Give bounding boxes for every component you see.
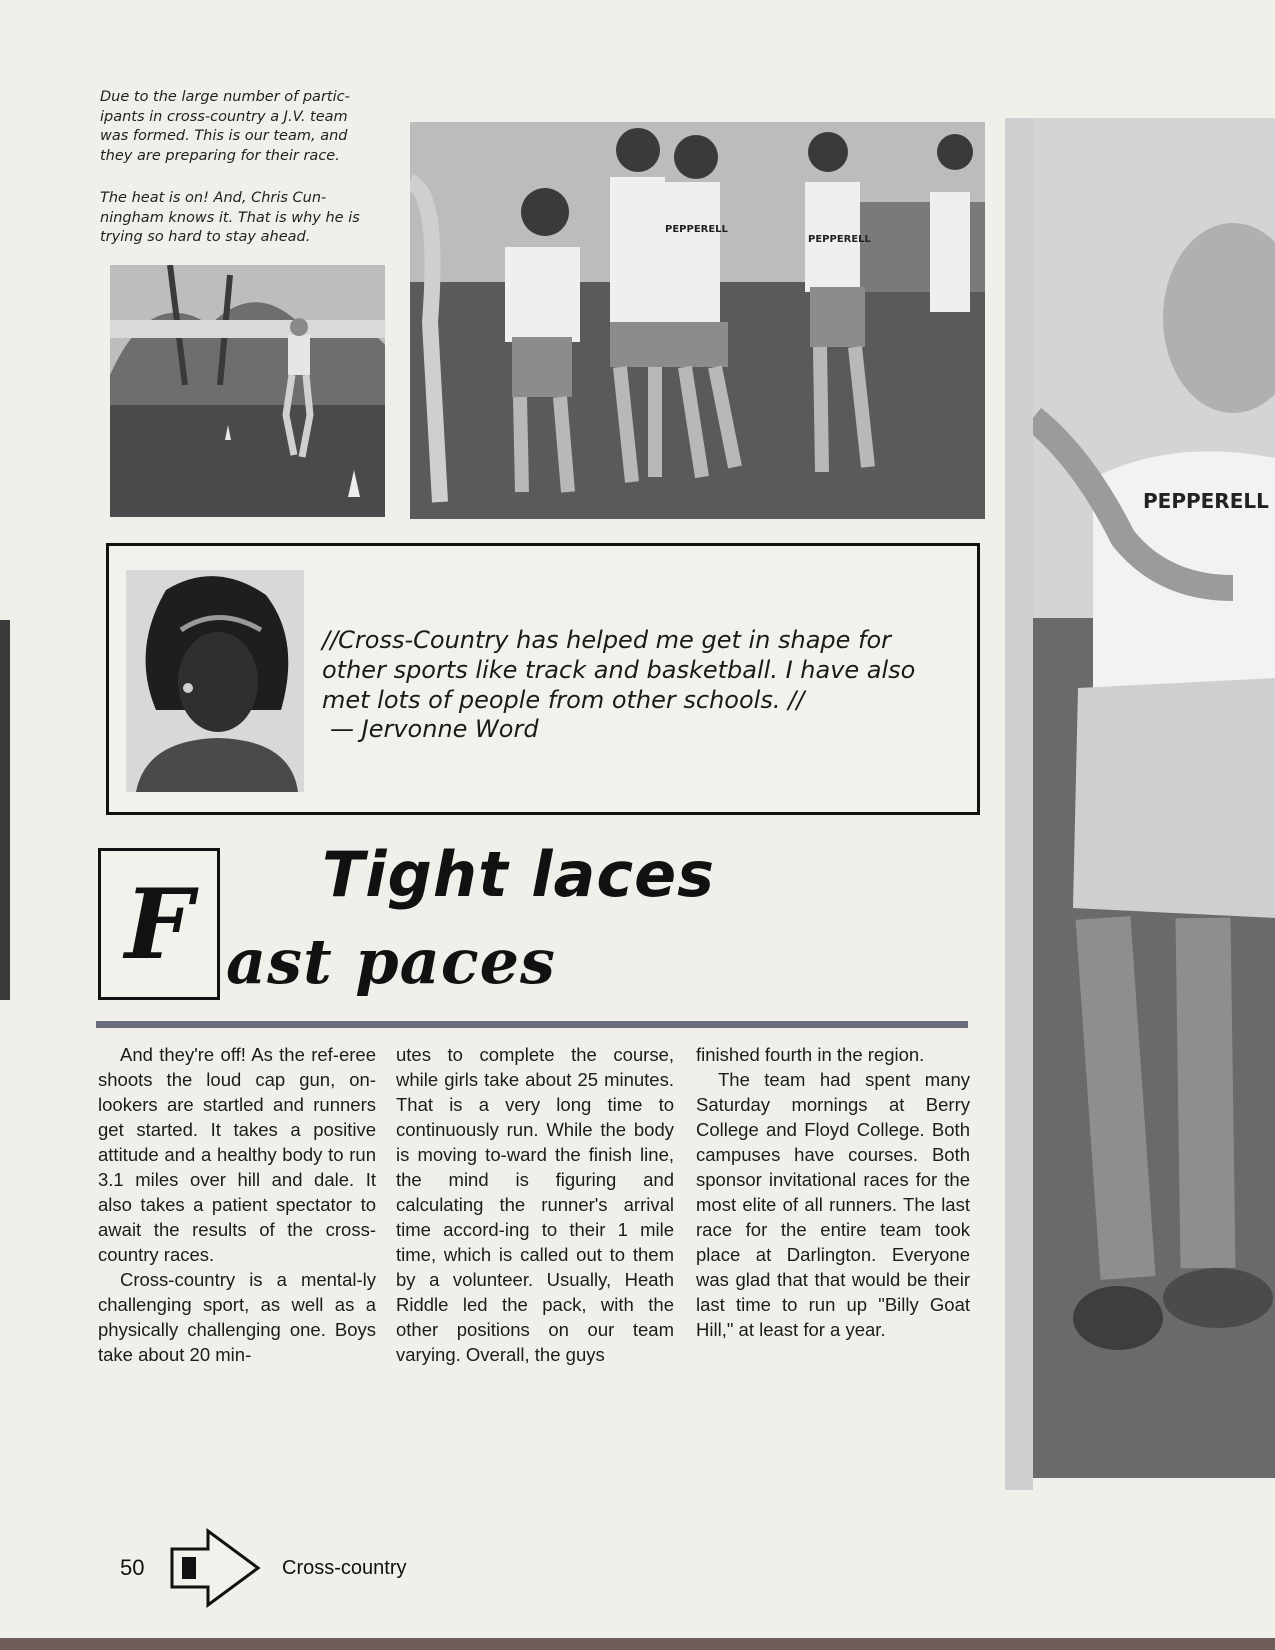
headline-line-1: Tight laces: [322, 838, 716, 911]
dropcap-box: [98, 848, 220, 1000]
dropcap-letter: F: [124, 867, 194, 981]
photo-border-strip: [1005, 118, 1033, 1490]
paragraph: The team had spent many Saturday mornings at Berry College and Floyd College. Both campuses have courses. Both sponsor invitational races for the most elite of all runners. The last race for the entire team took place at Darlington. Everyone was glad that that would be their last time to run up "Billy Goat Hill," at least for a year.: [696, 1069, 970, 1340]
page-number: 50: [120, 1555, 145, 1580]
runner-closeup-photo: [1033, 118, 1275, 1478]
caption-jv-team: Due to the large number of partic-ipants in cross-country a J.V. team was formed. This is our team, and they are preparing for their race.: [100, 89, 350, 164]
shirt-text-3: PEPPERELL: [1143, 489, 1269, 513]
headline-rule: [96, 1021, 968, 1028]
page-edge: [0, 620, 10, 1000]
caption-heat: The heat is on! And, Chris Cun-ningham knows it. That is why he is trying so hard to stay ahead.: [100, 190, 360, 245]
page-bottom-edge: [0, 1638, 1275, 1650]
section-label: Cross-country: [282, 1557, 407, 1579]
paragraph: utes to complete the course, while girls take about 25 minutes. That is a very long time to continuously run. While the body is moving to-ward the finish line, the mind is figuring and calculating the runner's arrival time accord-ing to their 1 mile time, which is called out to them by a volunteer. Usually, Heath Riddle led the pack, with the other positions on our team varying. Overall, the guys: [396, 1044, 674, 1365]
quote-attribution: — Jervonne Word: [330, 715, 539, 743]
team-photo: [410, 122, 985, 519]
quote-text: //Cross-Country has helped me get in shape for other sports like track and basketball. I have also met lots of people from other schools. //: [322, 626, 916, 714]
paragraph: And they're off! As the ref-eree shoots the loud cap gun, on-lookers are startled and runners get started. It takes a positive attitude and a healthy body to run 3.1 miles over hill and dale. It also takes a patient spectator to await the results of the cross-country races.: [98, 1044, 376, 1265]
shirt-text-1: PEPPERELL: [665, 224, 728, 235]
shirt-text-2: PEPPERELL: [808, 234, 871, 245]
paragraph: finished fourth in the region.: [696, 1044, 925, 1065]
article-column-1: [98, 1042, 376, 1367]
headline-line-2: ast paces: [226, 925, 556, 998]
paragraph: Cross-country is a mental-ly challenging sport, as well as a physically challenging one. Boys take about 20 min-: [98, 1269, 376, 1365]
article-column-2: [396, 1042, 674, 1367]
article-column-3: [696, 1042, 970, 1342]
right-arrow-icon: [168, 1527, 262, 1609]
jervonne-portrait: [126, 570, 304, 792]
runner-photo: [110, 265, 385, 517]
